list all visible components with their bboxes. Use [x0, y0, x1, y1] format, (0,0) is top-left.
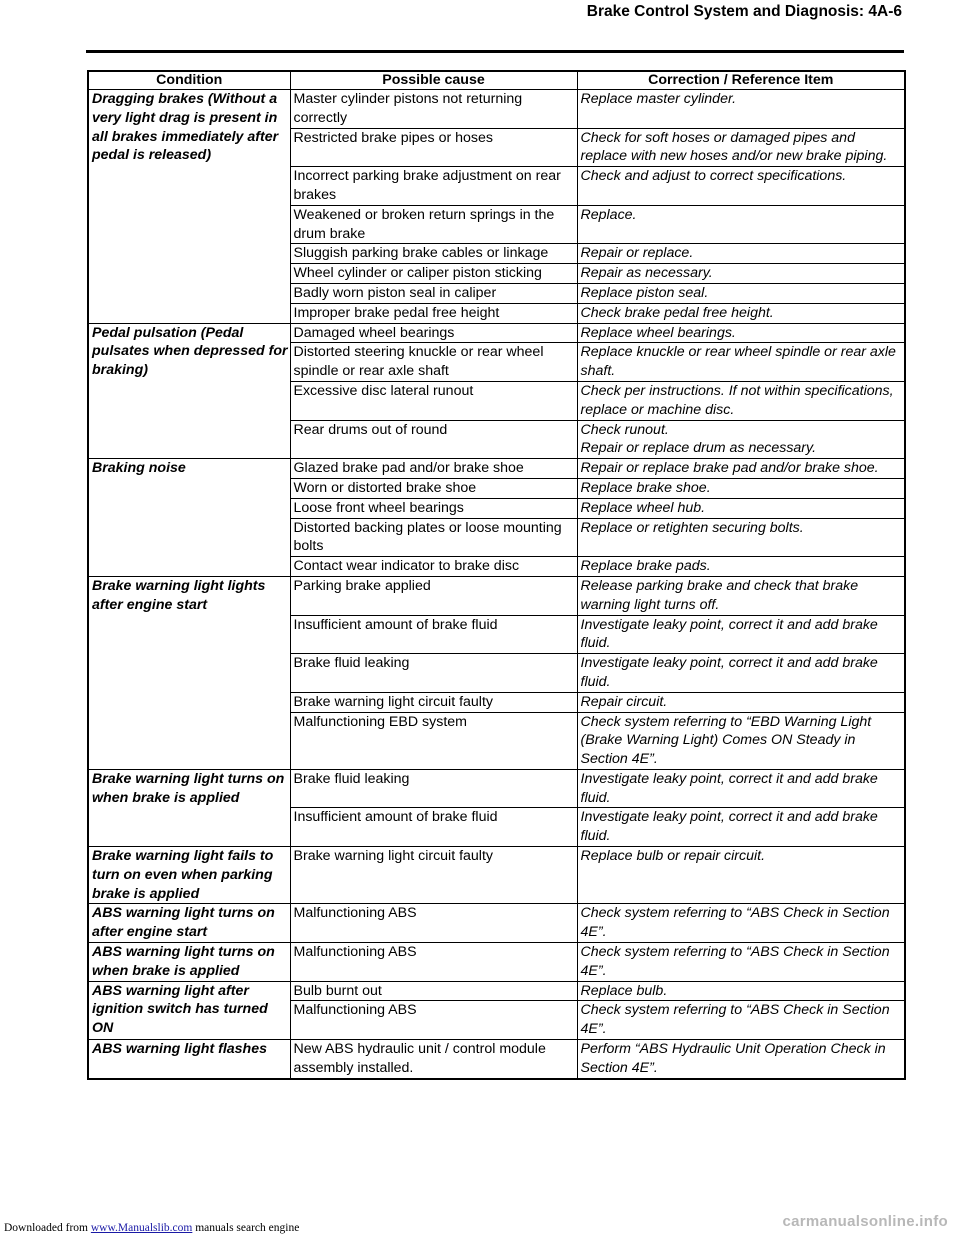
possible-cause-cell: Malfunctioning ABS	[290, 943, 577, 982]
condition-cell: Brake warning light fails to turn on even when parking brake is applied	[88, 847, 290, 904]
possible-cause-cell: Parking brake applied	[290, 576, 577, 615]
table-row	[88, 1040, 905, 1079]
diagnosis-table	[87, 70, 906, 1080]
correction-cell: Check per instructions. If not within specifications, replace or machine disc.	[577, 381, 905, 420]
table-row	[88, 943, 905, 982]
correction-cell: Replace knuckle or rear wheel spindle or rear axle shaft.	[577, 343, 905, 382]
possible-cause-cell: Wheel cylinder or caliper piston sticking	[290, 264, 577, 284]
possible-cause-cell: Incorrect parking brake adjustment on rear brakes	[290, 167, 577, 206]
download-footer	[4, 1222, 299, 1234]
correction-cell: Check brake pedal free height.	[577, 303, 905, 323]
possible-cause-cell: Brake fluid leaking	[290, 769, 577, 808]
correction-cell: Check runout. Repair or replace drum as necessary.	[577, 420, 905, 459]
correction-cell: Repair circuit.	[577, 692, 905, 712]
correction-cell: Investigate leaky point, correct it and add brake fluid.	[577, 654, 905, 693]
possible-cause-cell: Contact wear indicator to brake disc	[290, 557, 577, 577]
correction-cell: Replace bulb or repair circuit.	[577, 847, 905, 904]
correction-cell: Release parking brake and check that brake warning light turns off.	[577, 576, 905, 615]
header-rule	[86, 50, 904, 53]
condition-cell: Pedal pulsation (Pedal pulsates when depressed for braking)	[88, 323, 290, 459]
possible-cause-cell: Malfunctioning EBD system	[290, 712, 577, 769]
correction-cell: Replace piston seal.	[577, 283, 905, 303]
correction-cell: Investigate leaky point, correct it and add brake fluid.	[577, 769, 905, 808]
correction-cell: Repair as necessary.	[577, 264, 905, 284]
correction-cell: Replace bulb.	[577, 981, 905, 1001]
table-row	[88, 459, 905, 479]
possible-cause-cell: Distorted backing plates or loose mounting bolts	[290, 518, 577, 557]
table-row	[88, 576, 905, 615]
condition-cell: Braking noise	[88, 459, 290, 577]
column-header-possible-cause: Possible cause	[290, 71, 577, 90]
correction-cell: Replace or retighten securing bolts.	[577, 518, 905, 557]
possible-cause-cell: Brake warning light circuit faulty	[290, 847, 577, 904]
possible-cause-cell: Bulb burnt out	[290, 981, 577, 1001]
condition-cell: Brake warning light turns on when brake is applied	[88, 769, 290, 846]
condition-cell: ABS warning light turns on when brake is applied	[88, 943, 290, 982]
correction-cell: Replace wheel hub.	[577, 498, 905, 518]
correction-cell: Investigate leaky point, correct it and add brake fluid.	[577, 808, 905, 847]
condition-cell: Brake warning light lights after engine start	[88, 576, 290, 769]
correction-cell: Replace brake shoe.	[577, 478, 905, 498]
correction-cell: Check system referring to “EBD Warning Light (Brake Warning Light) Comes ON Steady in Section 4E”.	[577, 712, 905, 769]
possible-cause-cell: Master cylinder pistons not returning correctly	[290, 90, 577, 129]
possible-cause-cell: Malfunctioning ABS	[290, 1001, 577, 1040]
page-header-title: Brake Control System and Diagnosis: 4A-6	[586, 3, 902, 20]
possible-cause-cell: Badly worn piston seal in caliper	[290, 283, 577, 303]
possible-cause-cell: Distorted steering knuckle or rear wheel spindle or rear axle shaft	[290, 343, 577, 382]
possible-cause-cell: Brake warning light circuit faulty	[290, 692, 577, 712]
correction-cell: Check system referring to “ABS Check in Section 4E”.	[577, 943, 905, 982]
table-row	[88, 847, 905, 904]
correction-cell: Check for soft hoses or damaged pipes and replace with new hoses and/or new brake piping.	[577, 128, 905, 167]
possible-cause-cell: Malfunctioning ABS	[290, 904, 577, 943]
table-header-row	[88, 71, 905, 90]
condition-cell: ABS warning light turns on after engine start	[88, 904, 290, 943]
possible-cause-cell: Rear drums out of round	[290, 420, 577, 459]
footer-prefix: Downloaded from	[4, 1222, 91, 1234]
possible-cause-cell: Improper brake pedal free height	[290, 303, 577, 323]
column-header-condition: Condition	[88, 71, 290, 90]
table-row	[88, 323, 905, 343]
correction-cell: Replace brake pads.	[577, 557, 905, 577]
correction-cell: Repair or replace brake pad and/or brake shoe.	[577, 459, 905, 479]
possible-cause-cell: Insufficient amount of brake fluid	[290, 615, 577, 654]
correction-cell: Repair or replace.	[577, 244, 905, 264]
correction-cell: Check system referring to “ABS Check in Section 4E”.	[577, 904, 905, 943]
table-row	[88, 981, 905, 1001]
table-row	[88, 769, 905, 808]
condition-cell: Dragging brakes (Without a very light drag is present in all brakes immediately after pedal is released)	[88, 90, 290, 324]
site-watermark: carmanualsonline.info	[782, 1213, 948, 1230]
correction-cell: Replace.	[577, 205, 905, 244]
possible-cause-cell: Damaged wheel bearings	[290, 323, 577, 343]
manualslib-link[interactable]: www.Manualslib.com	[90, 1222, 193, 1234]
correction-cell: Replace wheel bearings.	[577, 323, 905, 343]
possible-cause-cell: Restricted brake pipes or hoses	[290, 128, 577, 167]
correction-cell: Investigate leaky point, correct it and add brake fluid.	[577, 615, 905, 654]
possible-cause-cell: Glazed brake pad and/or brake shoe	[290, 459, 577, 479]
possible-cause-cell: Loose front wheel bearings	[290, 498, 577, 518]
correction-cell: Check system referring to “ABS Check in Section 4E”.	[577, 1001, 905, 1040]
column-header-correction: Correction / Reference Item	[577, 71, 905, 90]
possible-cause-cell: Insufficient amount of brake fluid	[290, 808, 577, 847]
possible-cause-cell: Worn or distorted brake shoe	[290, 478, 577, 498]
possible-cause-cell: Brake fluid leaking	[290, 654, 577, 693]
correction-cell: Replace master cylinder.	[577, 90, 905, 129]
table-row	[88, 90, 905, 129]
possible-cause-cell: New ABS hydraulic unit / control module assembly installed.	[290, 1040, 577, 1079]
correction-cell: Check and adjust to correct specifications.	[577, 167, 905, 206]
table-row	[88, 904, 905, 943]
condition-cell: ABS warning light after ignition switch has turned ON	[88, 981, 290, 1039]
possible-cause-cell: Weakened or broken return springs in the drum brake	[290, 205, 577, 244]
possible-cause-cell: Sluggish parking brake cables or linkage	[290, 244, 577, 264]
possible-cause-cell: Excessive disc lateral runout	[290, 381, 577, 420]
footer-suffix: manuals search engine	[192, 1222, 300, 1234]
condition-cell: ABS warning light flashes	[88, 1040, 290, 1079]
correction-cell: Perform “ABS Hydraulic Unit Operation Check in Section 4E”.	[577, 1040, 905, 1079]
